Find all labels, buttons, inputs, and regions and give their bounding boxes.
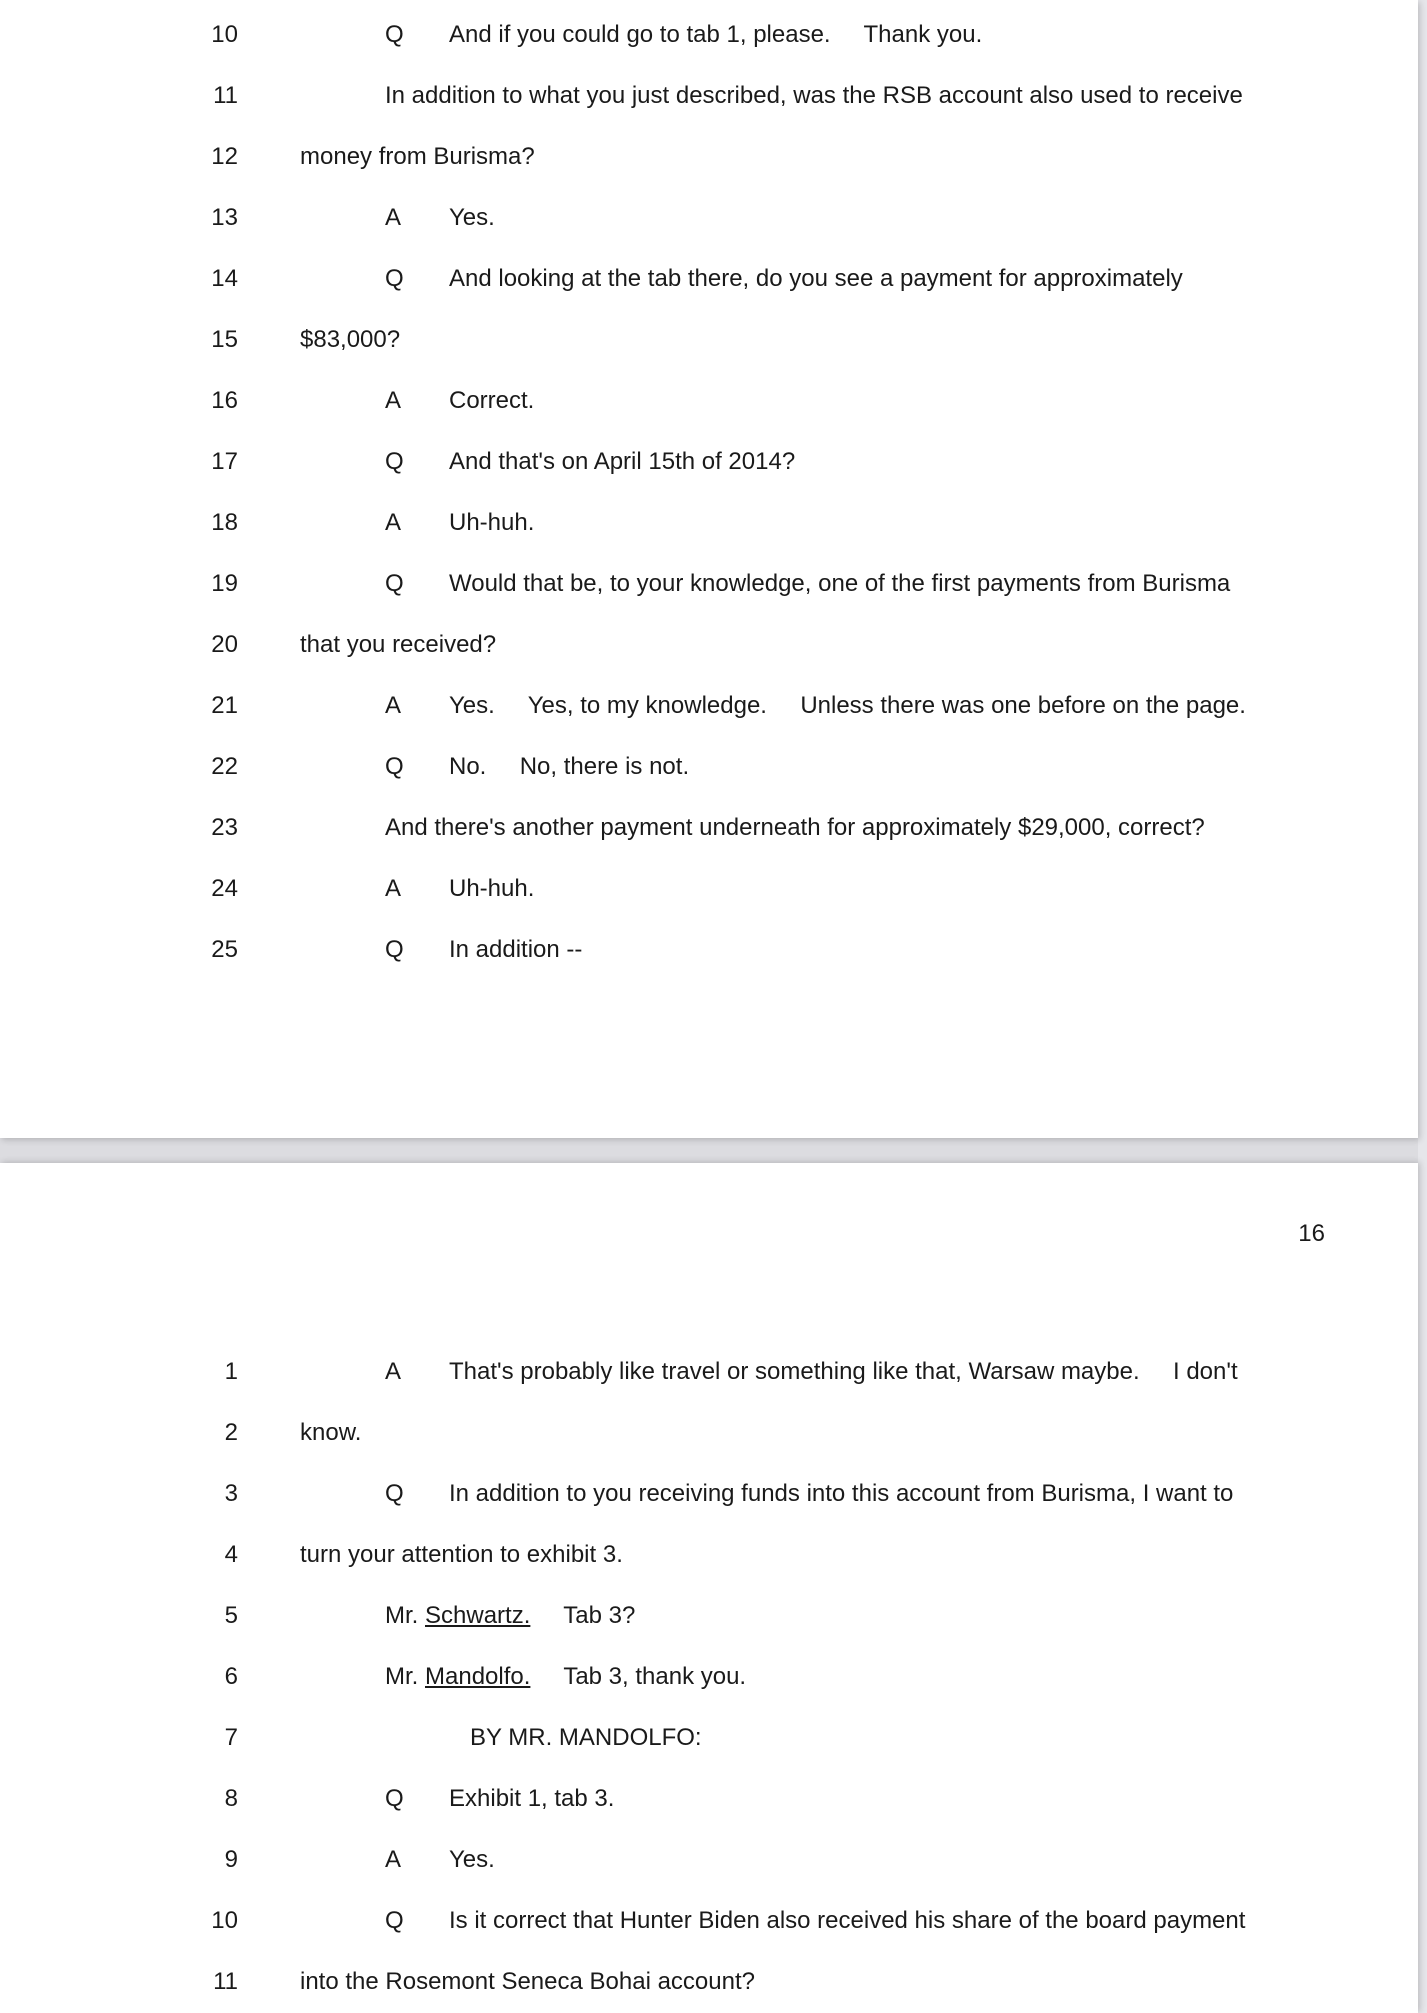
line-text: Uh-huh. [449, 509, 535, 536]
line-text: into the Rosemont Seneca Bohai account? [300, 1968, 755, 1995]
line-number: 8 [224, 1785, 238, 1812]
viewer-scroll-edge [1418, 0, 1427, 2013]
speaker-name: Schwartz. [425, 1602, 531, 1629]
line-number: 17 [211, 448, 238, 475]
line-number: 12 [211, 143, 238, 170]
transcript-line [0, 686, 1418, 726]
transcript-line [0, 76, 1418, 116]
speaker-label: A [385, 204, 402, 231]
speaker-label: A [385, 875, 402, 902]
speaker-label: Q [385, 1907, 404, 1934]
transcript-line [0, 625, 1418, 665]
line-number: 9 [224, 1846, 238, 1873]
speaker-label: Q [385, 448, 404, 475]
line-text: Correct. [449, 387, 535, 414]
transcript-line [0, 1901, 1418, 1941]
line-remainder: Tab 3? [530, 1602, 636, 1629]
speaker-label: A [385, 1846, 402, 1873]
transcript-line [0, 747, 1418, 787]
line-number: 14 [211, 265, 238, 292]
line-text: That's probably like travel or something like that, Warsaw maybe. I don't [449, 1358, 1238, 1385]
speaker-name: Mandolfo. [425, 1663, 531, 1690]
speaker-label: Q [385, 570, 404, 597]
line-text: And looking at the tab there, do you see a payment for approximately [449, 265, 1183, 292]
line-text: And if you could go to tab 1, please. Thank you. [449, 21, 983, 48]
transcript-line [0, 259, 1418, 299]
line-number: 20 [211, 631, 238, 658]
line-text: In addition to what you just described, was the RSB account also used to receive [385, 82, 1243, 109]
line-number: 6 [224, 1663, 238, 1690]
line-text: In addition -- [449, 936, 583, 963]
line-number: 4 [224, 1541, 238, 1568]
line-text: know. [300, 1419, 362, 1446]
line-number: 1 [224, 1358, 238, 1385]
speaker-label: Q [385, 265, 404, 292]
speaker-label: Q [385, 1480, 404, 1507]
line-text: Would that be, to your knowledge, one of the first payments from Burisma [449, 570, 1231, 597]
line-text: Is it correct that Hunter Biden also received his share of the board payment [449, 1907, 1246, 1934]
line-text: turn your attention to exhibit 3. [300, 1541, 623, 1568]
line-number: 21 [211, 692, 238, 719]
line-number: 3 [224, 1480, 238, 1507]
line-number: 7 [224, 1724, 238, 1751]
transcript-line [0, 1962, 1418, 2002]
speaker-label: A [385, 387, 402, 414]
line-text: In addition to you receiving funds into this account from Burisma, I want to [449, 1480, 1234, 1507]
line-number: 5 [224, 1602, 238, 1629]
speaker-prefix: Mr. [385, 1663, 425, 1690]
page-number: 16 [1298, 1220, 1325, 1247]
line-number: 16 [211, 387, 238, 414]
transcript-line [0, 320, 1418, 360]
transcript-line [0, 198, 1418, 238]
line-text: And that's on April 15th of 2014? [449, 448, 796, 475]
transcript-line [0, 1840, 1418, 1880]
line-text: that you received? [300, 631, 497, 658]
transcript-line [0, 808, 1418, 848]
line-text: Exhibit 1, tab 3. [449, 1785, 615, 1812]
transcript-line [0, 1718, 1418, 1758]
transcript-line [0, 1413, 1418, 1453]
transcript-line [0, 381, 1418, 421]
transcript-line [0, 1657, 1418, 1697]
line-text: Yes. [449, 1846, 495, 1873]
line-text [385, 1596, 635, 1636]
line-number: 13 [211, 204, 238, 231]
transcript-line [0, 1352, 1418, 1392]
line-text: Yes. [449, 204, 495, 231]
transcript-line [0, 930, 1418, 970]
speaker-label: A [385, 509, 402, 536]
line-text: $83,000? [300, 326, 401, 353]
speaker-label: Q [385, 936, 404, 963]
transcript-line [0, 1474, 1418, 1514]
line-text: And there's another payment underneath for approximately $29,000, correct? [385, 814, 1205, 841]
line-number: 18 [211, 509, 238, 536]
line-text: money from Burisma? [300, 143, 535, 170]
line-text: Yes. Yes, to my knowledge. Unless there was one before on the page. [449, 692, 1246, 719]
line-number: 10 [211, 21, 238, 48]
line-remainder: Tab 3, thank you. [530, 1663, 747, 1690]
line-number: 22 [211, 753, 238, 780]
transcript-line [0, 137, 1418, 177]
line-number: 23 [211, 814, 238, 841]
speaker-label: A [385, 1358, 402, 1385]
speaker-label: Q [385, 21, 404, 48]
speaker-label: Q [385, 753, 404, 780]
transcript-line [0, 1535, 1418, 1575]
line-number: 11 [213, 1968, 238, 1995]
line-text: Uh-huh. [449, 875, 535, 902]
section-heading: BY MR. MANDOLFO: [470, 1724, 702, 1751]
transcript-line [0, 1596, 1418, 1636]
line-number: 19 [211, 570, 238, 597]
transcript-line [0, 1779, 1418, 1819]
speaker-label: A [385, 692, 402, 719]
line-number: 15 [211, 326, 238, 353]
transcript-line [0, 564, 1418, 604]
line-number: 11 [213, 82, 238, 109]
line-number: 2 [224, 1419, 238, 1446]
transcript-line [0, 503, 1418, 543]
line-text [385, 1657, 746, 1697]
transcript-line [0, 442, 1418, 482]
line-number: 24 [211, 875, 238, 902]
transcript-line [0, 869, 1418, 909]
line-text: No. No, there is not. [449, 753, 690, 780]
transcript-line [0, 15, 1418, 55]
line-number: 10 [211, 1907, 238, 1934]
speaker-prefix: Mr. [385, 1602, 425, 1629]
speaker-label: Q [385, 1785, 404, 1812]
line-number: 25 [211, 936, 238, 963]
transcript-page-bottom [0, 1163, 1418, 2013]
